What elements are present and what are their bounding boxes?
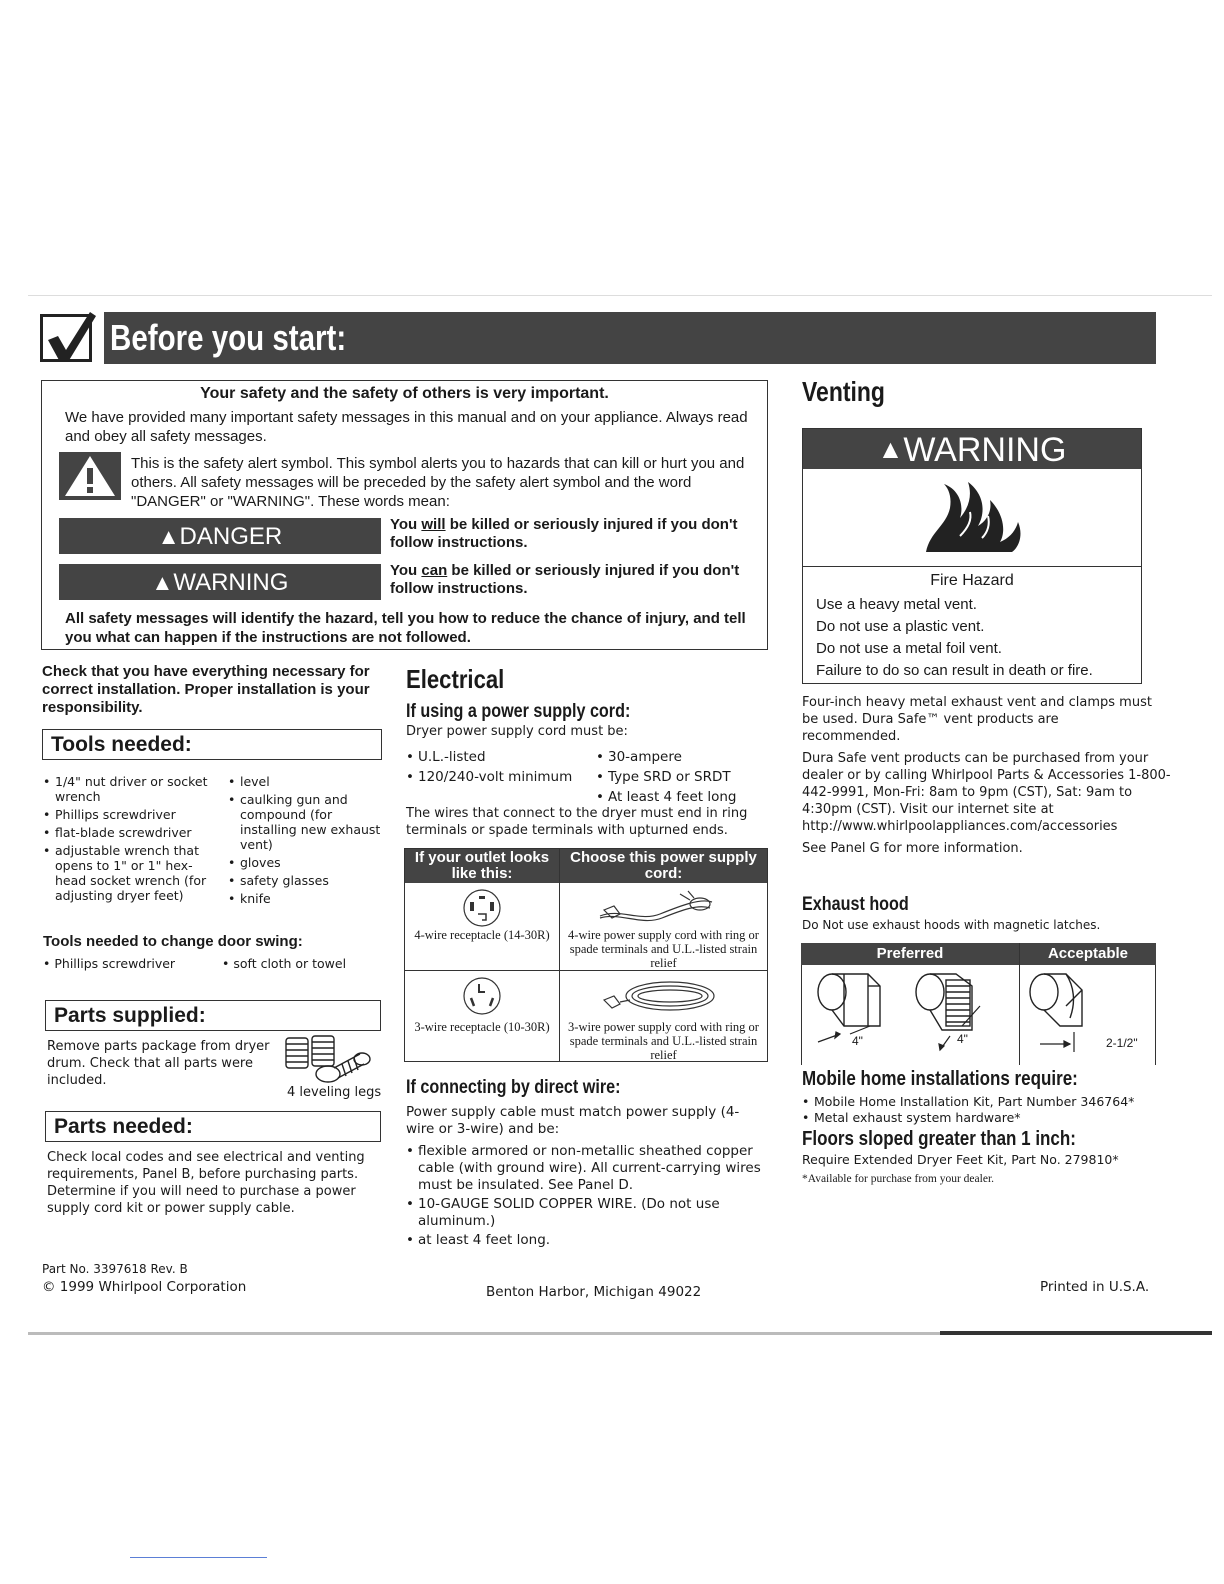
list-item: • flexible armored or non-metallic sheathed copper cable (with ground wire). All current-carrying wires must be insulated. See Panel D. <box>406 1143 766 1194</box>
venting-para-3: See Panel G for more information. <box>802 841 1023 856</box>
tools-list-1 <box>43 774 223 903</box>
cord-4wire-icon <box>590 888 720 928</box>
list-item: • At least 4 feet long <box>596 789 771 806</box>
venting-divider <box>803 566 1141 567</box>
table-divider-v <box>559 848 560 1062</box>
parts-needed-tab <box>45 1111 381 1142</box>
door-tool-1: • Phillips screwdriver <box>43 956 176 971</box>
venting-para-2: Dura Safe vent products can be purchased from your dealer or by calling Whirlpool Parts & Accessories 1-800-442-9991, Mon-Fri: 8am to 9pm (CST), Sat: 9am to 4:30pm (CST). Visit our internet site at http://www.whirlpoolappliances.com/accessories <box>802 751 1171 834</box>
table-divider-h <box>404 970 768 971</box>
dim-4-a: 4" <box>852 1034 863 1048</box>
acceptable-label: Acceptable <box>1020 943 1156 965</box>
parts-supplied-tab <box>45 1000 381 1031</box>
direct-wire-title: If connecting by direct wire: <box>406 1077 621 1098</box>
hood-divider <box>1019 943 1020 1065</box>
list-item: • 1/4" nut driver or socket wrench <box>43 774 223 804</box>
safety-intro: We have provided many important safety messages in this manual and on your appliance. Always read and obey all safety messages. <box>65 409 748 445</box>
alert-triangle-icon: ▲ <box>877 434 904 464</box>
dim-2-1-2: 2-1/2" <box>1106 1036 1138 1050</box>
check-text: Check that you have everything necessary for correct installation. Proper installation is your responsibility. <box>42 663 370 716</box>
door-swing-title: Tools needed to change door swing: <box>43 933 303 950</box>
floors-title: Floors sloped greater than 1 inch: <box>802 1128 1076 1150</box>
tools-title: Tools needed: <box>51 733 192 756</box>
parts-supplied-title: Parts supplied: <box>54 1004 206 1027</box>
tools-tab <box>42 729 382 760</box>
mobile-home-list <box>802 1094 1162 1126</box>
parts-needed-text: Check local codes and see electrical and venting requirements, Panel B, before purchasing parts. Determine if you will need to purchase a power supply cord kit or power supply cable. <box>47 1150 365 1216</box>
safety-footer: All safety messages will identify the hazard, tell you how to reduce the chance of injury, and tell you what can happen if the instructions are not followed. <box>65 610 746 646</box>
list-item: • 30-ampere <box>596 749 771 766</box>
fire-hazard-title: Fire Hazard <box>930 572 1014 589</box>
blue-line <box>130 1557 267 1558</box>
list-item: • flat-blade screwdriver <box>43 825 223 840</box>
checkmark-icon <box>40 306 100 366</box>
direct-wire-intro: Power supply cable must match power supply (4-wire or 3-wire) and be: <box>406 1104 740 1137</box>
list-item: • gloves <box>228 855 388 870</box>
hazard-line: Failure to do so can result in death or fire. <box>816 662 1093 679</box>
list-item: • adjustable wrench that opens to 1" or 1" hex-head socket wrench (for adjusting dryer feet) <box>43 843 223 903</box>
list-item: • Type SRD or SRDT <box>596 769 771 786</box>
list-item: • safety glasses <box>228 873 388 888</box>
danger-label: DANGER <box>179 523 283 550</box>
list-item: • caulking gun and compound (for installing new exhaust vent) <box>228 792 388 852</box>
leveling-legs-icon <box>282 1032 378 1084</box>
venting-warning-label: WARNING <box>903 431 1067 469</box>
safety-symbol-text: This is the safety alert symbol. This symbol alerts you to hazards that can kill or hurt you and others. All safety messages will be preceded by the safety alert symbol and the word "DANGER" or "WARNING". These words mean: <box>131 455 745 510</box>
mobile-home-title: Mobile home installations require: <box>802 1068 1078 1090</box>
hazard-line: Do not use a metal foil vent. <box>816 640 1002 657</box>
list-item: • 10-GAUGE SOLID COPPER WIRE. (Do not use aluminum.) <box>406 1196 766 1230</box>
direct-wire-list <box>406 1143 766 1249</box>
venting-warning-bar <box>803 429 1141 469</box>
alert-triangle-icon: ▲ <box>151 570 174 595</box>
page-title: Before you start: <box>110 317 347 358</box>
row2-right: 3-wire power supply cord with ring or spade terminals and U.L.-listed strain relief <box>568 1020 759 1062</box>
warning-text: You can be killed or seriously injured if you don't follow instructions. <box>390 562 740 597</box>
danger-bar <box>59 518 381 554</box>
hazard-line: Use a heavy metal vent. <box>816 596 977 613</box>
list-item: • 120/240-volt minimum <box>406 769 586 786</box>
list-item: • knife <box>228 891 388 906</box>
door-tool-2: • soft cloth or towel <box>222 956 347 971</box>
danger-text: You will be killed or seriously injured if you don't follow instructions. <box>390 516 738 551</box>
available-note: *Available for purchase from your dealer. <box>802 1173 995 1185</box>
fire-hazard-lines <box>816 594 1136 682</box>
list-item: • Metal exhaust system hardware* <box>802 1110 1162 1126</box>
city: Benton Harbor, Michigan 49022 <box>486 1284 702 1300</box>
preferred-hoods-icon <box>810 966 1010 1056</box>
hazard-line: Do not use a plastic vent. <box>816 618 985 635</box>
parts-supplied-text: Remove parts package from dryer drum. Check that all parts were included. <box>47 1039 270 1088</box>
list-item: • Phillips screwdriver <box>43 807 223 822</box>
tools-list-2 <box>228 774 388 906</box>
fire-icon <box>920 476 1026 556</box>
row1-left: 4-wire receptacle (14-30R) <box>414 928 550 942</box>
wires-text: The wires that connect to the dryer must end in ring terminals or spade terminals with upturned ends. <box>406 806 748 838</box>
cord-req-col1 <box>406 749 586 786</box>
parts-needed-title: Parts needed: <box>54 1115 193 1138</box>
list-item: • at least 4 feet long. <box>406 1232 766 1249</box>
row2-left: 3-wire receptacle (10-30R) <box>414 1020 550 1034</box>
cord-title: If using a power supply cord: <box>406 701 631 722</box>
venting-title: Venting <box>802 376 885 407</box>
preferred-label: Preferred <box>801 943 1019 965</box>
bottom-rule-dark <box>940 1331 1212 1335</box>
cord-req-col2 <box>596 749 771 806</box>
table-head-left: If your outlet looks like this: <box>405 849 559 883</box>
printed-in: Printed in U.S.A. <box>1040 1279 1150 1295</box>
receptacle-3wire-icon <box>460 976 504 1016</box>
warning-bar <box>59 564 381 600</box>
alert-triangle-icon: ▲ <box>157 524 180 549</box>
leveling-legs-caption: 4 leveling legs <box>287 1085 382 1100</box>
table-head-right: Choose this power supply cord: <box>560 849 767 883</box>
safety-alert-symbol <box>59 452 121 500</box>
copyright: © 1999 Whirlpool Corporation <box>42 1279 247 1295</box>
list-item: • U.L.-listed <box>406 749 586 766</box>
floors-text: Require Extended Dryer Feet Kit, Part No. 279810* <box>802 1152 1119 1167</box>
part-number: Part No. 3397618 Rev. B <box>42 1262 188 1276</box>
exhaust-hood-text: Do Not use exhaust hoods with magnetic latches. <box>802 918 1101 932</box>
exhaust-hood-title: Exhaust hood <box>802 894 909 915</box>
dim-4-b: 4" <box>957 1032 968 1046</box>
list-item: • Mobile Home Installation Kit, Part Number 346764* <box>802 1094 1162 1110</box>
venting-para-1: Four-inch heavy metal exhaust vent and clamps must be used. Dura Safe™ vent products are recommended. <box>802 695 1152 744</box>
cord-intro: Dryer power supply cord must be: <box>406 724 628 739</box>
cord-3wire-icon <box>590 976 720 1016</box>
warning-label: WARNING <box>173 569 289 596</box>
electrical-title: Electrical <box>406 664 505 694</box>
list-item: • level <box>228 774 388 789</box>
alert-triangle-icon <box>59 452 121 500</box>
safety-heading: Your safety and the safety of others is very important. <box>200 385 609 402</box>
row1-right: 4-wire power supply cord with ring or spade terminals and U.L.-listed strain relief <box>568 928 759 970</box>
acceptable-hood-icon <box>1026 966 1106 1056</box>
receptacle-4wire-icon <box>460 888 504 928</box>
